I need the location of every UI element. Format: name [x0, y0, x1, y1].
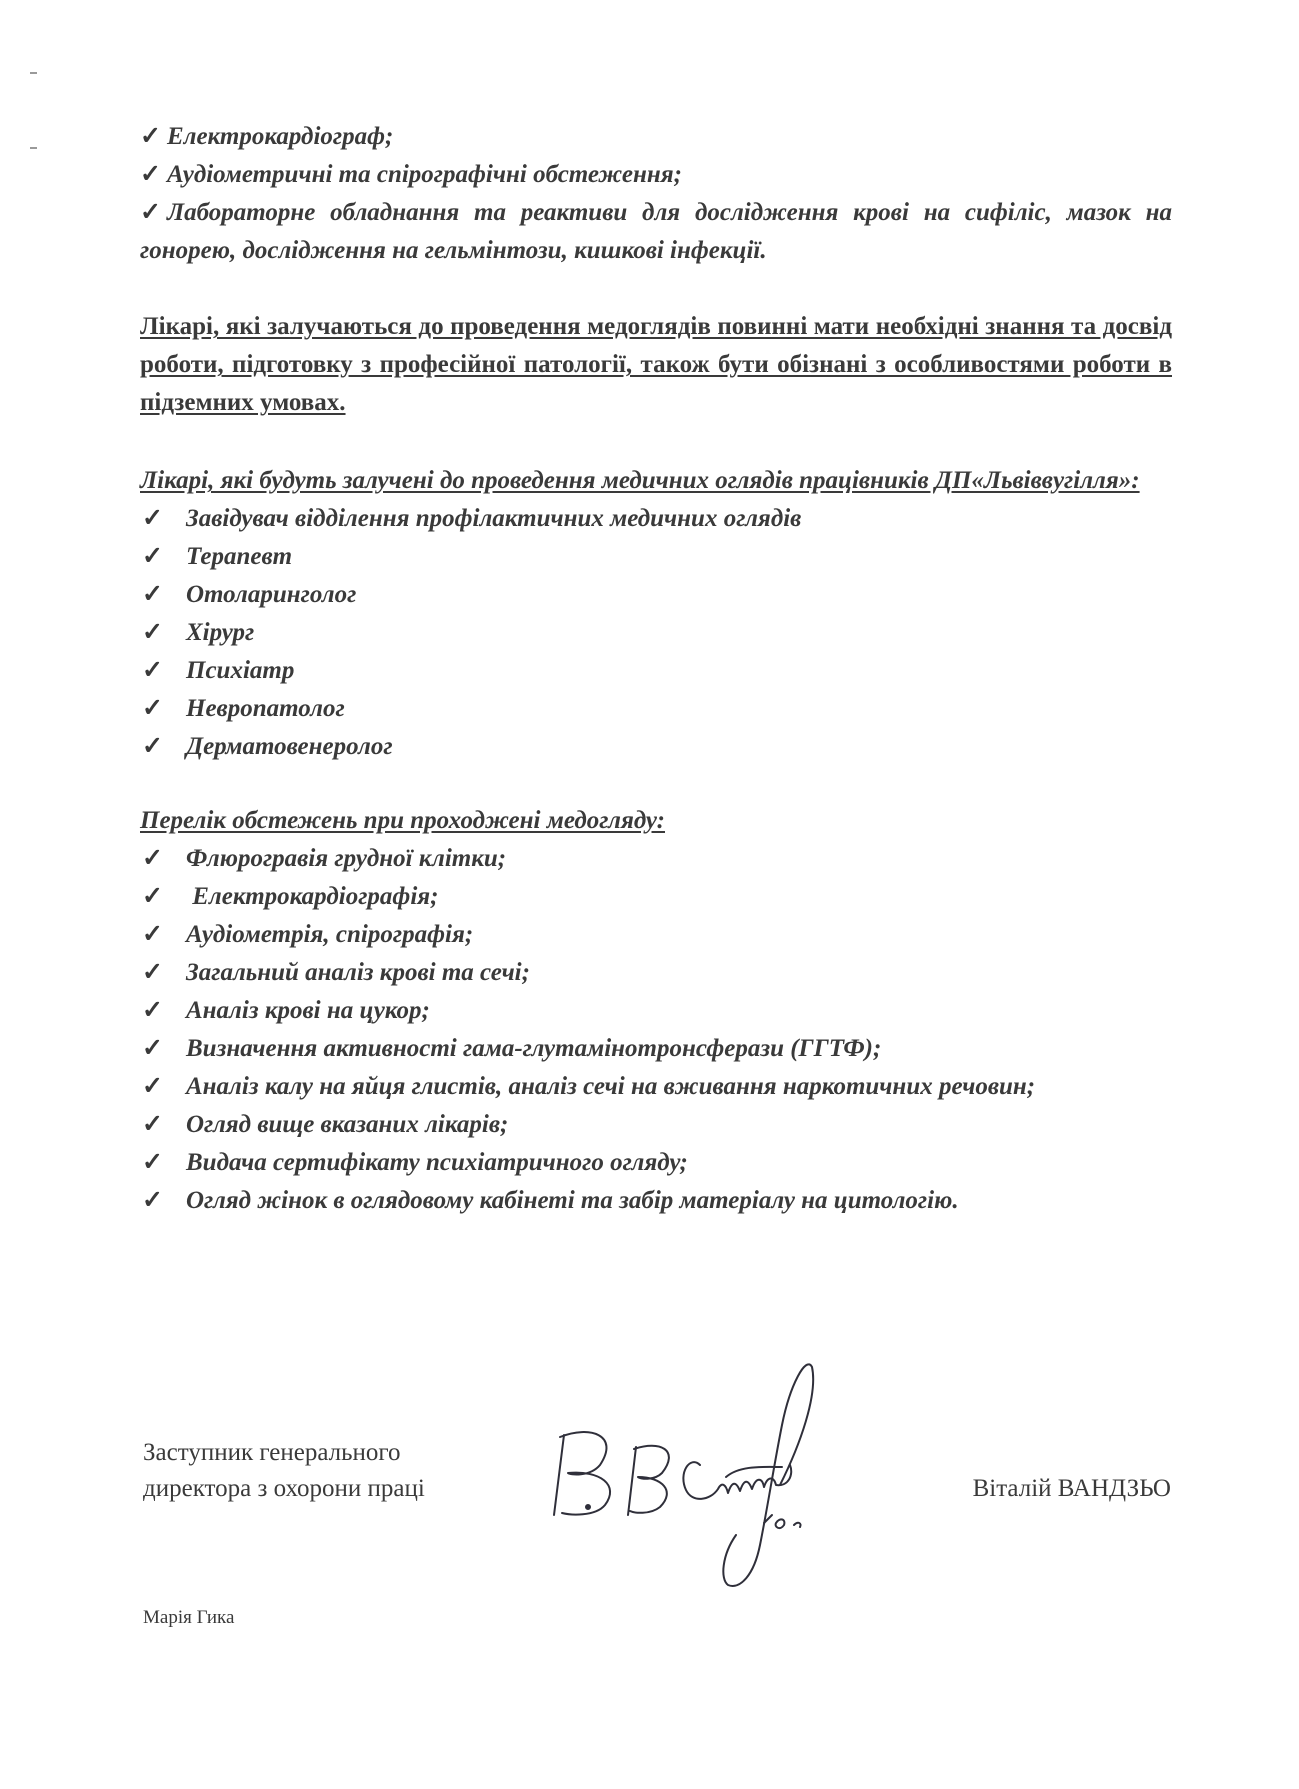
spacer	[140, 766, 1172, 802]
list-item: ✓ Загальний аналіз крові та сечі;	[140, 954, 1142, 992]
scan-artifact-mark	[30, 147, 37, 149]
spacer	[140, 270, 1172, 308]
signatory-name: Віталій ВАНДЗЬО	[972, 1475, 1171, 1502]
check-icon: ✓	[142, 581, 163, 608]
spacer	[140, 422, 1172, 462]
check-icon: ✓	[142, 1073, 163, 1100]
handwritten-signature	[550, 1355, 850, 1605]
check-icon: ✓	[140, 161, 161, 188]
scan-artifact-mark	[30, 72, 37, 74]
list-item: ✓ Аналіз калу на яйця глистів, аналіз сечі на вживання наркотичних речовин;	[140, 1068, 1142, 1106]
signatory-position	[143, 1435, 425, 1507]
list-item: ✓ Аудіометрія, спірографія;	[140, 916, 1142, 954]
check-icon: ✓	[142, 1149, 163, 1176]
list-item: ✓ Дерматовенеролог	[140, 728, 1172, 766]
list-item: ✓ Отоларинголог	[140, 576, 1172, 614]
intro-item: ✓ Аудіометричні та спірографічні обстеження;	[140, 156, 1172, 194]
list-item: ✓ Визначення активності гама-глутамінотронсферази (ГГТФ);	[140, 1030, 1142, 1068]
list-item: ✓ Огляд жінок в оглядовому кабінеті та забір матеріалу на цитологію.	[140, 1182, 1142, 1220]
intro-item: ✓ Лабораторне обладнання та реактиви для дослідження крові на сифіліс, мазок на гонорею, дослідження на гельмінтози, кишкові інфекції.	[140, 194, 1172, 270]
executor-name: Марія Гика	[143, 1607, 235, 1628]
position-line: директора з охорони праці	[143, 1475, 425, 1502]
doctors-heading: Лікарі, які будуть залучені до проведення медичних оглядів працівників ДП«Львіввугілля»:	[140, 467, 1140, 494]
requirements-paragraph: Лікарі, які залучаються до проведення медоглядів повинні мати необхідні знання та досвід роботи, підготовку з професійної патології, також бути обізнані з особливостями роботи в підземних умовах.	[140, 313, 1172, 416]
check-icon: ✓	[142, 883, 163, 910]
list-item: ✓ Терапевт	[140, 538, 1172, 576]
check-icon: ✓	[142, 997, 163, 1024]
list-item: ✓ Електрокардіографія;	[140, 878, 1142, 916]
intro-item: ✓ Електрокардіограф;	[140, 118, 1172, 156]
check-icon: ✓	[142, 959, 163, 986]
check-icon: ✓	[142, 505, 163, 532]
list-item: ✓ Аналіз крові на цукор;	[140, 992, 1142, 1030]
examinations-heading: Перелік обстежень при проходжені медогляду:	[140, 807, 665, 834]
check-icon: ✓	[142, 733, 163, 760]
check-icon: ✓	[142, 1035, 163, 1062]
list-item: ✓ Флюрогравія грудної клітки;	[140, 840, 1142, 878]
list-item: ✓ Огляд вище вказаних лікарів;	[140, 1106, 1142, 1144]
check-icon: ✓	[142, 845, 163, 872]
list-item: ✓ Завідувач відділення профілактичних медичних оглядів	[140, 500, 1172, 538]
examinations-list	[140, 840, 1172, 1220]
check-icon: ✓	[140, 199, 161, 226]
doctors-list	[140, 500, 1172, 766]
list-item: ✓ Видача сертифікату психіатричного огляду;	[140, 1144, 1142, 1182]
list-item: ✓ Хірург	[140, 614, 1172, 652]
check-icon: ✓	[142, 1187, 163, 1214]
check-icon: ✓	[142, 619, 163, 646]
check-icon: ✓	[142, 1111, 163, 1138]
check-icon: ✓	[142, 543, 163, 570]
check-icon: ✓	[140, 123, 161, 150]
document-body	[140, 118, 1172, 1220]
check-icon: ✓	[142, 695, 163, 722]
position-line: Заступник генерального	[143, 1439, 401, 1466]
list-item: ✓ Психіатр	[140, 652, 1172, 690]
check-icon: ✓	[142, 657, 163, 684]
check-icon: ✓	[142, 921, 163, 948]
list-item: ✓ Невропатолог	[140, 690, 1172, 728]
